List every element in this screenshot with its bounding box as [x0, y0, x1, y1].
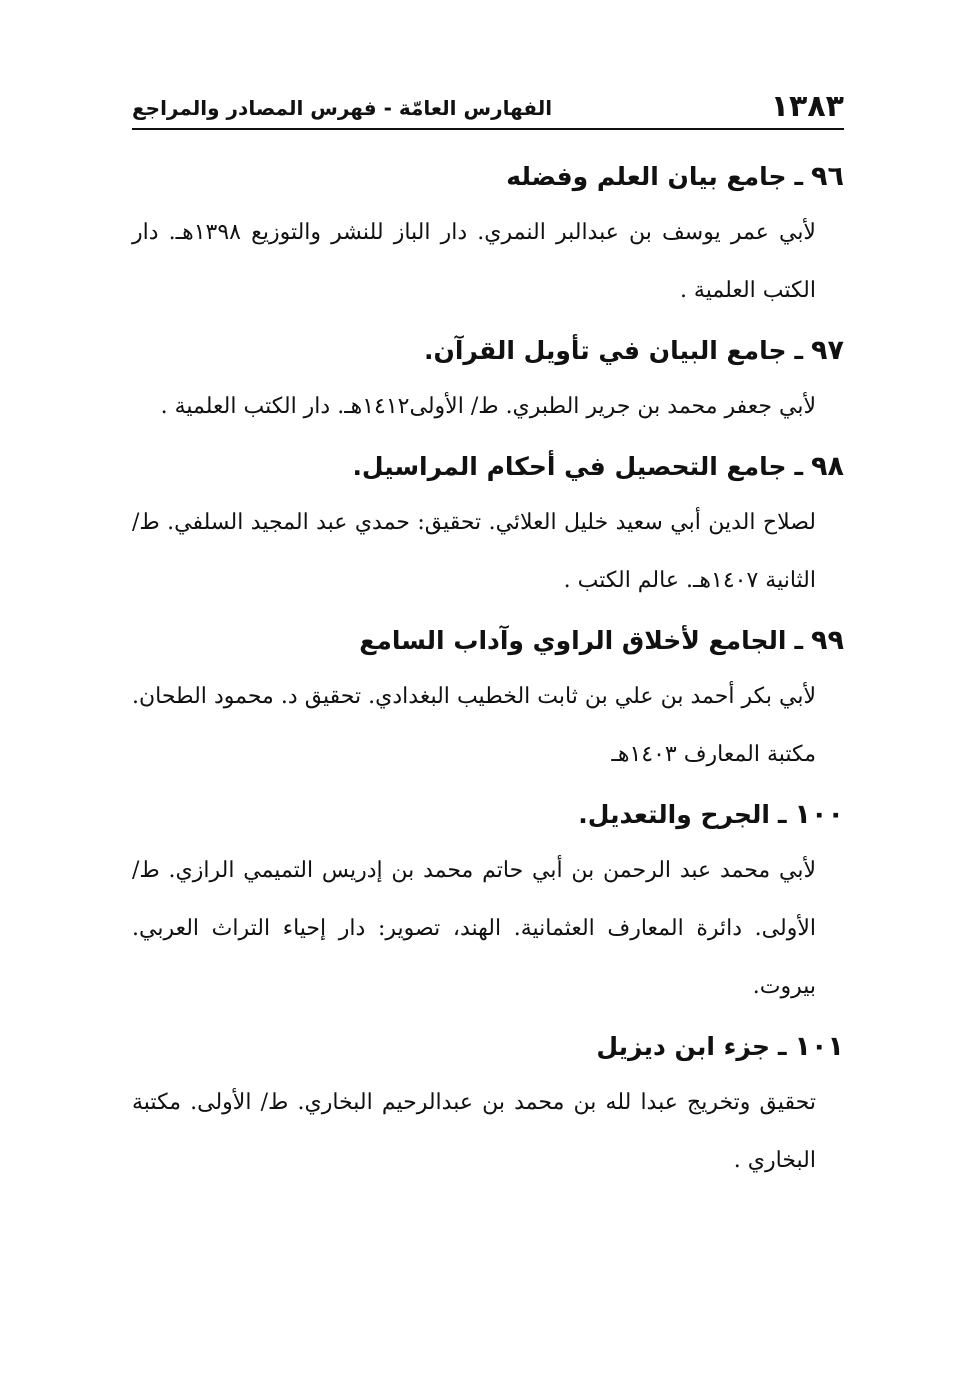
- entry-heading: [132, 614, 844, 668]
- entry-description: لصلاح الدين أبي سعيد خليل العلائي. تحقيق: حمدي عبد المجيد السلفي. ط/ الثانية ١٤٠٧هـ. عالم الكتب .: [132, 510, 816, 593]
- entry-heading: [132, 150, 844, 204]
- entry-title: الجرح والتعديل.: [578, 800, 770, 829]
- entry-title: جامع البيان في تأويل القرآن.: [424, 336, 787, 365]
- entry-heading: [132, 440, 844, 494]
- entry-dash: ـ: [778, 800, 787, 829]
- entry-description: لأبي جعفر محمد بن جرير الطبري. ط/ الأولى١٤١٢هـ. دار الكتب العلمية .: [160, 394, 816, 419]
- page-number: ١٣٨٣: [770, 89, 844, 124]
- entry-description: تحقيق وتخريج عبدا لله بن محمد بن عبدالرحيم البخاري. ط/ الأولى. مكتبة البخاري .: [132, 1090, 816, 1173]
- bibliography-entry: [132, 788, 844, 1016]
- entry-description: لأبي عمر يوسف بن عبدالبر النمري. دار الباز للنشر والتوزيع ١٣٩٨هـ. دار الكتب العلمية .: [132, 220, 816, 303]
- entry-number: ٩٩: [811, 625, 844, 656]
- entry-dash: ـ: [794, 626, 804, 655]
- entry-heading: [132, 788, 844, 842]
- bibliography-entry: [132, 324, 844, 436]
- page-header: [132, 86, 844, 130]
- bibliography-entry: [132, 440, 844, 610]
- running-title: الفهارس العامّة - فهرس المصادر والمراجع: [132, 96, 553, 120]
- entry-title: جامع بيان العلم وفضله: [506, 162, 787, 191]
- bibliography-entry: [132, 1020, 844, 1190]
- entry-dash: ـ: [778, 1032, 787, 1061]
- entry-heading: [132, 324, 844, 378]
- entry-title: جامع التحصيل في أحكام المراسيل.: [352, 452, 787, 481]
- entry-dash: ـ: [794, 452, 804, 481]
- entry-title: جزء ابن ديزيل: [596, 1032, 770, 1061]
- entry-dash: ـ: [794, 162, 804, 191]
- entry-number: ٩٧: [811, 335, 844, 366]
- entry-number: ١٠١: [794, 1031, 844, 1062]
- entry-description: لأبي محمد عبد الرحمن بن أبي حاتم محمد بن إدريس التميمي الرازي. ط/ الأولى. دائرة المعارف العثمانية. الهند، تصوير: دار إحياء التراث العربي. بيروت.: [132, 858, 816, 999]
- entry-number: ٩٦: [811, 161, 844, 192]
- entry-number: ١٠٠: [794, 799, 844, 830]
- entry-title: الجامع لأخلاق الراوي وآداب السامع: [359, 626, 787, 655]
- entry-number: ٩٨: [811, 451, 844, 482]
- entry-description: لأبي بكر أحمد بن علي بن ثابت الخطيب البغدادي. تحقيق د. محمود الطحان. مكتبة المعارف ١٤٠٣هـ: [132, 684, 816, 767]
- entry-dash: ـ: [794, 336, 804, 365]
- bibliography-entry: [132, 150, 844, 320]
- bibliography-list: [132, 150, 844, 1194]
- bibliography-entry: [132, 614, 844, 784]
- entry-heading: [132, 1020, 844, 1074]
- header-rule: [132, 128, 844, 130]
